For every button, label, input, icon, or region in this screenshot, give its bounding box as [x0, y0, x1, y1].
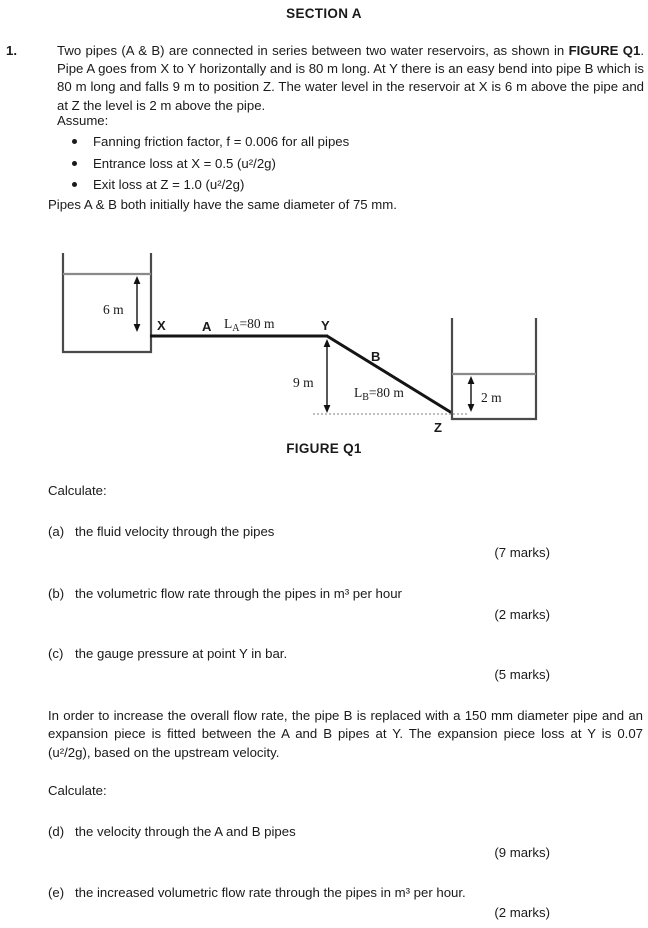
point-y-label: Y — [321, 318, 330, 333]
marks-d: (9 marks) — [494, 845, 550, 860]
arrowhead-down-icon — [324, 405, 331, 413]
point-x-label: X — [157, 318, 166, 333]
point-z-label: Z — [434, 420, 442, 435]
pipe-a-length-label: $L_A=80$ m — [224, 316, 275, 334]
marks-a: (7 marks) — [494, 545, 550, 560]
item-label: (d) — [48, 824, 65, 839]
item-text: the gauge pressure at point Y in bar. — [75, 646, 288, 661]
marks-e: (2 marks) — [494, 905, 550, 920]
pipe-b-line — [327, 336, 452, 413]
question-number: 1. — [6, 43, 17, 58]
arrowhead-down-icon — [468, 404, 475, 412]
item-text: the increased volumetric flow rate through the pipes in m³ per hour. — [75, 885, 466, 900]
drop-label: 9 m — [293, 375, 314, 390]
item-text: the fluid velocity through the pipes — [75, 524, 275, 539]
arrowhead-up-icon — [468, 376, 475, 384]
task-item-b — [48, 586, 402, 601]
bullet-icon — [72, 139, 77, 144]
left-depth-label: 6 m — [103, 302, 124, 317]
item-label: (b) — [48, 586, 65, 601]
task-item-e — [48, 885, 466, 900]
part2-paragraph: In order to increase the overall flow rate, the pipe B is replaced with a 150 mm diameter pipe and an expansion piece is fitted between the A and B pipes at Y. The expansion piece loss at Y is 0.07 (u²/2g), based on the upstream velocity. — [48, 708, 643, 760]
marks-c: (5 marks) — [494, 667, 550, 682]
section-title: SECTION A — [286, 6, 362, 21]
bullet-text: Exit loss at Z = 1.0 (u²/2g) — [93, 177, 245, 192]
pipe-b-length-label: $L_B=80$ m — [354, 385, 404, 403]
assumption-bullet — [72, 134, 349, 149]
item-label: (c) — [48, 646, 64, 661]
arrowhead-up-icon — [324, 339, 331, 347]
item-label: (a) — [48, 524, 65, 539]
bullet-icon — [72, 182, 77, 187]
bullet-icon — [72, 161, 77, 166]
pipe-diameter-note: Pipes A & B both initially have the same diameter of 75 mm. — [48, 197, 397, 212]
figure-caption: FIGURE Q1 — [286, 441, 362, 456]
bullet-text: Entrance loss at X = 0.5 (u²/2g) — [93, 156, 276, 171]
assumption-bullet — [72, 156, 276, 171]
task-item-d — [48, 824, 296, 839]
pipe-a-label: A — [202, 319, 212, 334]
arrowhead-down-icon — [134, 324, 141, 332]
task-item-c — [48, 646, 287, 661]
calculate-label: Calculate: — [48, 483, 107, 498]
item-text: the velocity through the A and B pipes — [75, 824, 296, 839]
task-item-a — [48, 524, 274, 539]
right-depth-label: 2 m — [481, 390, 502, 405]
marks-b: (2 marks) — [494, 607, 550, 622]
question-intro-paragraph: Two pipes (A & B) are connected in series between two water reservoirs, as shown in FIGURE Q1. Pipe A goes from X to Y horizontally and is 80 m long. At Y there is an easy bend into pipe B which is 80 m long and falls 9 m to position Z. The water level in the reservoir at X is 6 m above the pipe and at Z the level is 2 m above the pipe. — [57, 43, 644, 113]
pipe-b-label: B — [371, 349, 381, 364]
calculate-label: Calculate: — [48, 783, 107, 798]
item-text: the volumetric flow rate through the pipes in m³ per hour — [75, 586, 402, 601]
bullet-text: Fanning friction factor, f = 0.006 for all pipes — [93, 134, 350, 149]
figure-q1-diagram — [0, 240, 648, 440]
assume-label: Assume: — [57, 113, 109, 128]
item-label: (e) — [48, 885, 65, 900]
arrowhead-up-icon — [134, 276, 141, 284]
assumption-bullet — [72, 177, 244, 192]
